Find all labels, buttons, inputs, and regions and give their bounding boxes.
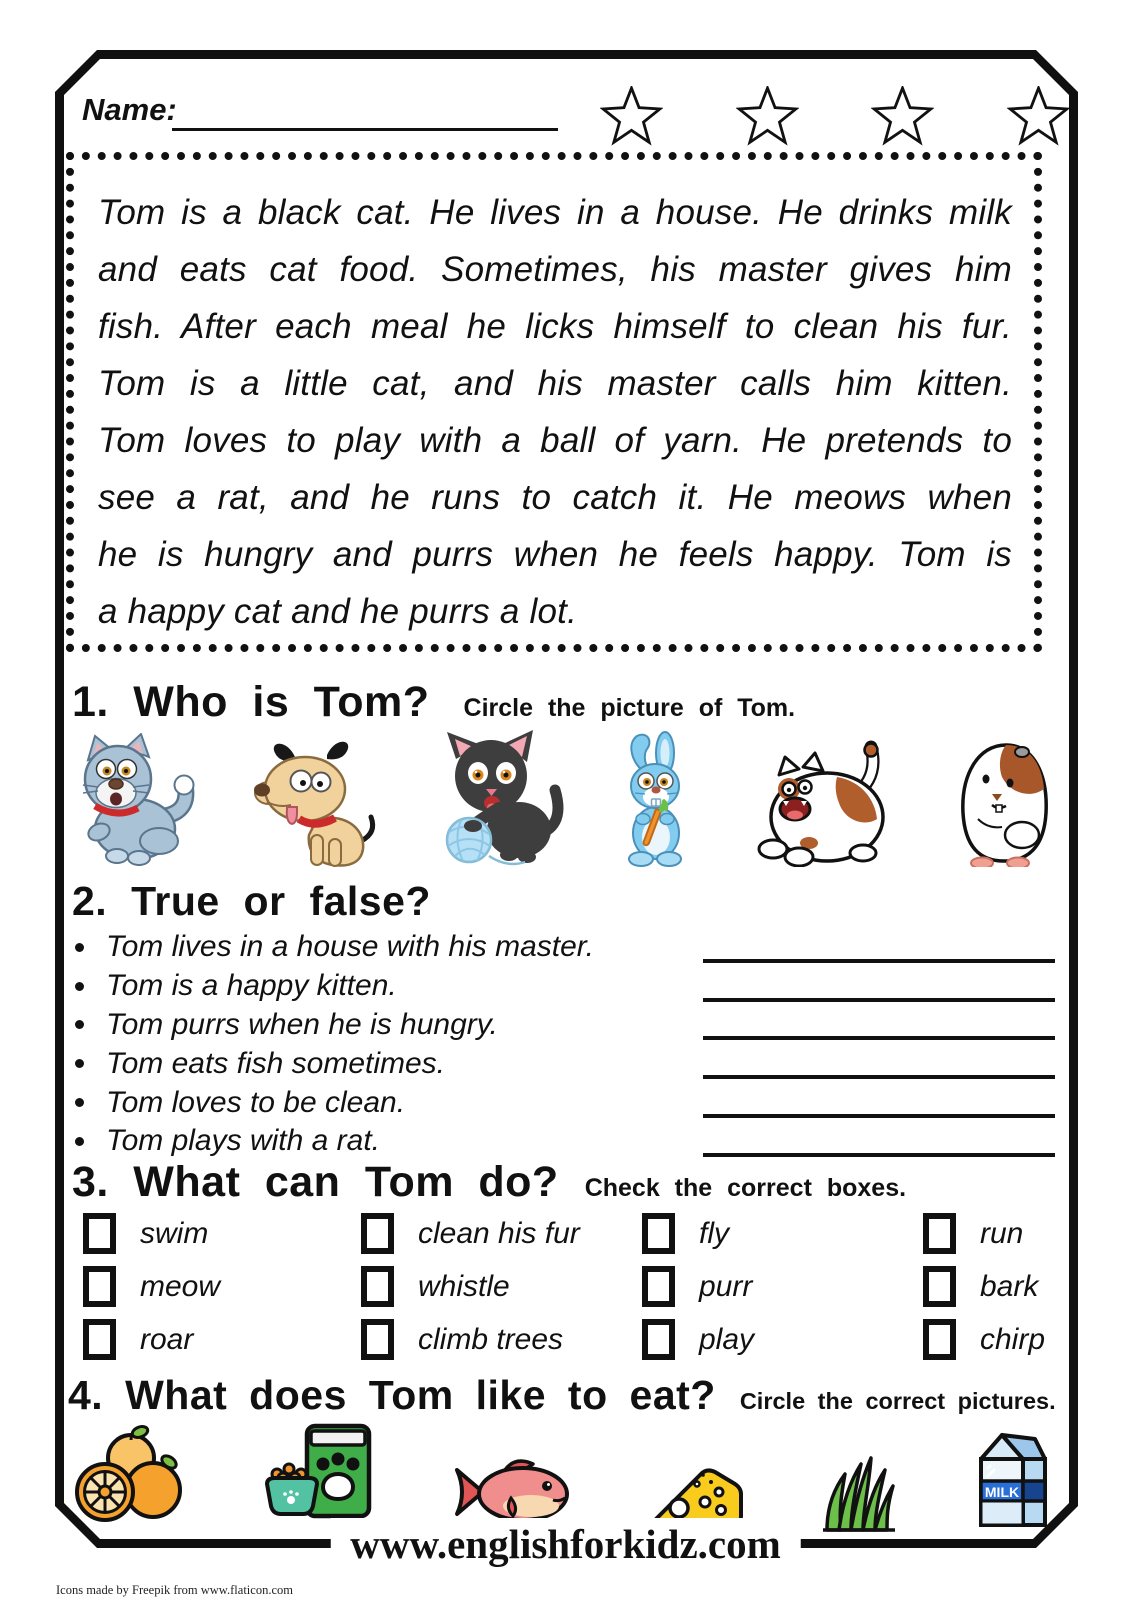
bullet-icon: [75, 943, 84, 952]
passage-line: he is hungry and purrs when he feels happy. Tom is: [98, 535, 1012, 574]
answer-line[interactable]: [703, 998, 1055, 1002]
checkbox-item: [642, 1260, 923, 1313]
passage-line: Tom is a little cat, and his master calls him kitten.: [98, 364, 1012, 403]
checkbox-label: fly: [699, 1216, 729, 1250]
dog-image[interactable]: [253, 737, 383, 867]
stars-row: [600, 86, 1070, 147]
bullet-icon: [75, 1098, 84, 1107]
star-icon: [736, 86, 799, 147]
checkbox-play[interactable]: [642, 1319, 675, 1360]
checkbox-label: chirp: [980, 1322, 1046, 1356]
checkbox-label: climb trees: [418, 1322, 564, 1356]
checkbox-item: [923, 1313, 1058, 1366]
bullet-icon: [75, 1059, 84, 1068]
star-icon: [600, 86, 663, 147]
q1-instruction: Circle the picture of Tom.: [463, 694, 796, 722]
checkbox-label: play: [699, 1322, 755, 1356]
name-label: Name:: [82, 92, 177, 127]
statement-text: Tom lives in a house with his master.: [106, 930, 594, 964]
answer-line[interactable]: [703, 1036, 1055, 1040]
statement-row: [75, 1083, 1058, 1122]
statement-row: [75, 967, 1058, 1006]
statement-text: Tom loves to be clean.: [106, 1085, 406, 1119]
passage-line: a happy cat and he purrs a lot.: [98, 592, 578, 631]
checkbox-item: [923, 1260, 1058, 1313]
statement-text: Tom is a happy kitten.: [106, 969, 397, 1003]
q1-title: 1. Who is Tom?: [72, 678, 430, 726]
checkbox-label: clean his fur: [418, 1216, 580, 1250]
q1-heading: [72, 678, 795, 727]
guinea-pig-image[interactable]: [950, 739, 1058, 867]
checkbox-meow[interactable]: [83, 1266, 116, 1307]
q3-instruction: Check the correct boxes.: [584, 1174, 907, 1202]
blue-rabbit-image[interactable]: [617, 731, 695, 867]
checkbox-item: [83, 1313, 361, 1366]
passage-box: [66, 152, 1042, 652]
passage-line: and eats cat food. Sometimes, his master gives him: [98, 250, 1012, 289]
checkbox-label: swim: [140, 1216, 209, 1250]
star-icon: [1007, 86, 1070, 147]
checkbox-purr[interactable]: [642, 1266, 675, 1307]
checkbox-item: [83, 1207, 361, 1260]
bullet-icon: [75, 1137, 84, 1146]
q2-statement-list: [75, 928, 1058, 1161]
q2-title: 2. True or false?: [72, 878, 431, 924]
statement-row: [75, 928, 1058, 967]
answer-line[interactable]: [703, 1153, 1055, 1157]
cat-food-image[interactable]: [261, 1422, 378, 1532]
statement-text: Tom plays with a rat.: [106, 1124, 380, 1158]
q1-picture-row: [71, 729, 1058, 867]
passage-line: Tom is a black cat. He lives in a house. He drinks milk: [98, 193, 1012, 232]
q2-heading: [72, 878, 431, 925]
statement-text: Tom eats fish sometimes.: [106, 1046, 446, 1080]
statement-row: [75, 1044, 1058, 1083]
milk-carton-image[interactable]: [973, 1425, 1053, 1532]
q3-checkbox-grid: [83, 1207, 1058, 1366]
checkbox-label: roar: [140, 1322, 194, 1356]
statement-row: [75, 1006, 1058, 1045]
checkbox-label: run: [980, 1216, 1024, 1250]
checkbox-fly[interactable]: [642, 1213, 675, 1254]
q4-picture-row: [73, 1422, 1053, 1532]
q3-heading: [72, 1158, 906, 1207]
q4-instruction: Circle the correct pictures.: [739, 1388, 1056, 1414]
checkbox-item: [642, 1313, 923, 1366]
checkbox-item: [923, 1207, 1058, 1260]
q4-title: 4. What does Tom like to eat?: [68, 1372, 716, 1418]
star-icon: [871, 86, 934, 147]
checkbox-item: [361, 1207, 642, 1260]
white-brown-cat-image[interactable]: [743, 737, 901, 867]
checkbox-item: [361, 1313, 642, 1366]
checkbox-clean-his-fur[interactable]: [361, 1213, 394, 1254]
answer-line[interactable]: [703, 1114, 1055, 1118]
checkbox-run[interactable]: [923, 1213, 956, 1254]
q4-heading: [68, 1372, 1056, 1419]
checkbox-swim[interactable]: [83, 1213, 116, 1254]
name-input-line[interactable]: [172, 128, 558, 131]
icon-credit: Icons made by Freepik from www.flaticon.com: [56, 1583, 293, 1597]
passage-line: fish. After each meal he licks himself to clean his fur.: [98, 307, 1012, 346]
grass-image[interactable]: [819, 1452, 898, 1532]
statement-text: Tom purrs when he is hungry.: [106, 1007, 498, 1041]
checkbox-roar[interactable]: [83, 1319, 116, 1360]
oranges-image[interactable]: [73, 1424, 186, 1532]
checkbox-climb-trees[interactable]: [361, 1319, 394, 1360]
checkbox-item: [361, 1260, 642, 1313]
black-cat-with-yarn-image[interactable]: [431, 730, 568, 867]
bullet-icon: [75, 982, 84, 991]
checkbox-label: meow: [140, 1269, 221, 1303]
passage-line: see a rat, and he runs to catch it. He meows when: [98, 478, 1012, 517]
checkbox-bark[interactable]: [923, 1266, 956, 1307]
checkbox-label: purr: [699, 1269, 753, 1303]
checkbox-chirp[interactable]: [923, 1319, 956, 1360]
bullet-icon: [75, 1020, 84, 1029]
grey-cat-image[interactable]: [71, 733, 204, 867]
answer-line[interactable]: [703, 1075, 1055, 1079]
passage-line: Tom loves to play with a ball of yarn. He pretends to: [98, 421, 1012, 460]
q3-title: 3. What can Tom do?: [72, 1158, 559, 1206]
answer-line[interactable]: [703, 959, 1055, 963]
milk-label: MILK: [984, 1484, 1020, 1500]
checkbox-label: whistle: [418, 1269, 510, 1303]
statement-row: [75, 1122, 1058, 1161]
checkbox-label: bark: [980, 1269, 1039, 1303]
website-link[interactable]: www.englishforkidz.com: [330, 1518, 801, 1570]
checkbox-item: [642, 1207, 923, 1260]
checkbox-item: [83, 1260, 361, 1313]
checkbox-whistle[interactable]: [361, 1266, 394, 1307]
